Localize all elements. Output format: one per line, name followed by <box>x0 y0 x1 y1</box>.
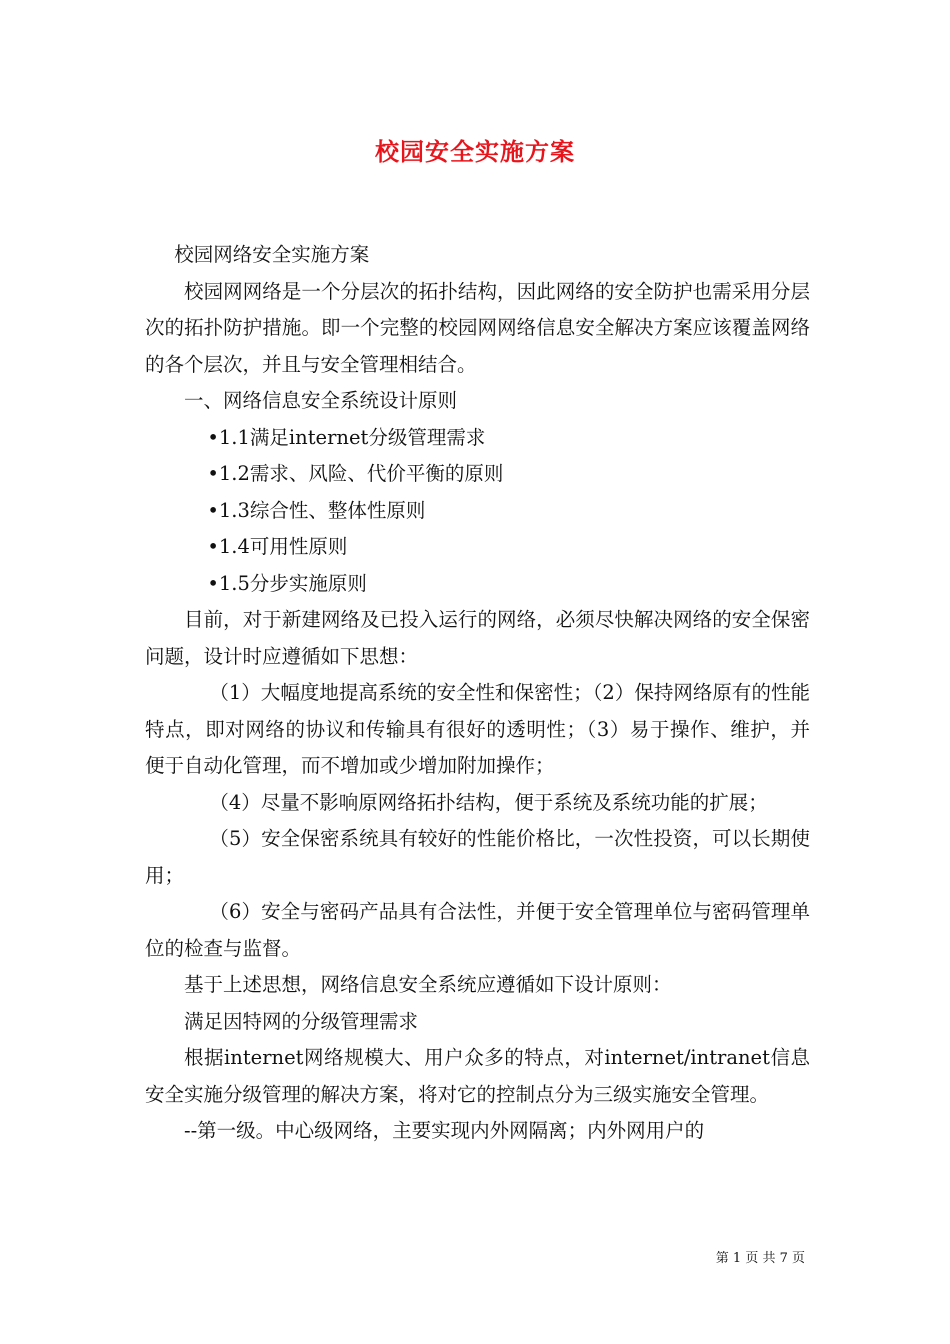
bullet-item: •1.1满足internet分级管理需求 <box>207 425 486 449</box>
document-title: 校园安全实施方案 <box>375 137 575 166</box>
body-paragraph: （1）大幅度地提高系统的安全性和保密性；（2）保持网络原有的性能特点，即对网络的协议和传输具有很好的透明性；（3）易于操作、维护，并便于自动化管理，而不增加或少增加附加操作； <box>145 681 810 777</box>
bullet-item: •1.4可用性原则 <box>207 535 348 558</box>
body-paragraph: （6）安全与密码产品具有合法性，并便于安全管理单位与密码管理单位的检查与监督。 <box>145 900 810 960</box>
document-body <box>145 237 810 1150</box>
page-number-footer: 第 1 页 共 7 页 <box>715 1251 805 1266</box>
body-paragraph: 满足因特网的分级管理需求 <box>184 1009 419 1033</box>
bullet-item: •1.3综合性、整体性原则 <box>207 498 426 522</box>
bullet-item: •1.5分步实施原则 <box>207 571 367 595</box>
body-paragraph: （5）安全保密系统具有较好的性能价格比，一次性投资，可以长期使用； <box>145 827 810 887</box>
body-paragraph: 目前，对于新建网络及已投入运行的网络，必须尽快解决网络的安全保密问题，设计时应遵循如下思想： <box>145 608 810 668</box>
bullet-item: •1.2需求、风险、代价平衡的原则 <box>207 462 504 485</box>
body-paragraph: （4）尽量不影响原网络拓扑结构，便于系统及系统功能的扩展； <box>209 790 768 814</box>
body-paragraph: 根据internet网络规模大、用户众多的特点，对internet/intranet信息安全实施分级管理的解决方案，将对它的控制点分为三级实施安全管理。 <box>145 1046 810 1106</box>
body-paragraph: --第一级。中心级网络，主要实现内外网隔离；内外网用户的 <box>184 1119 705 1142</box>
subtitle-paragraph: 校园网络安全实施方案 <box>174 243 370 266</box>
section-heading: 一、网络信息安全系统设计原则 <box>184 389 458 412</box>
body-paragraph: 校园网网络是一个分层次的拓扑结构，因此网络的安全防护也需采用分层次的拓扑防护措施。即一个完整的校园网网络信息安全解决方案应该覆盖网络的各个层次，并且与安全管理相结合。 <box>145 279 810 376</box>
body-paragraph: 基于上述思想，网络信息安全系统应遵循如下设计原则： <box>184 973 672 996</box>
